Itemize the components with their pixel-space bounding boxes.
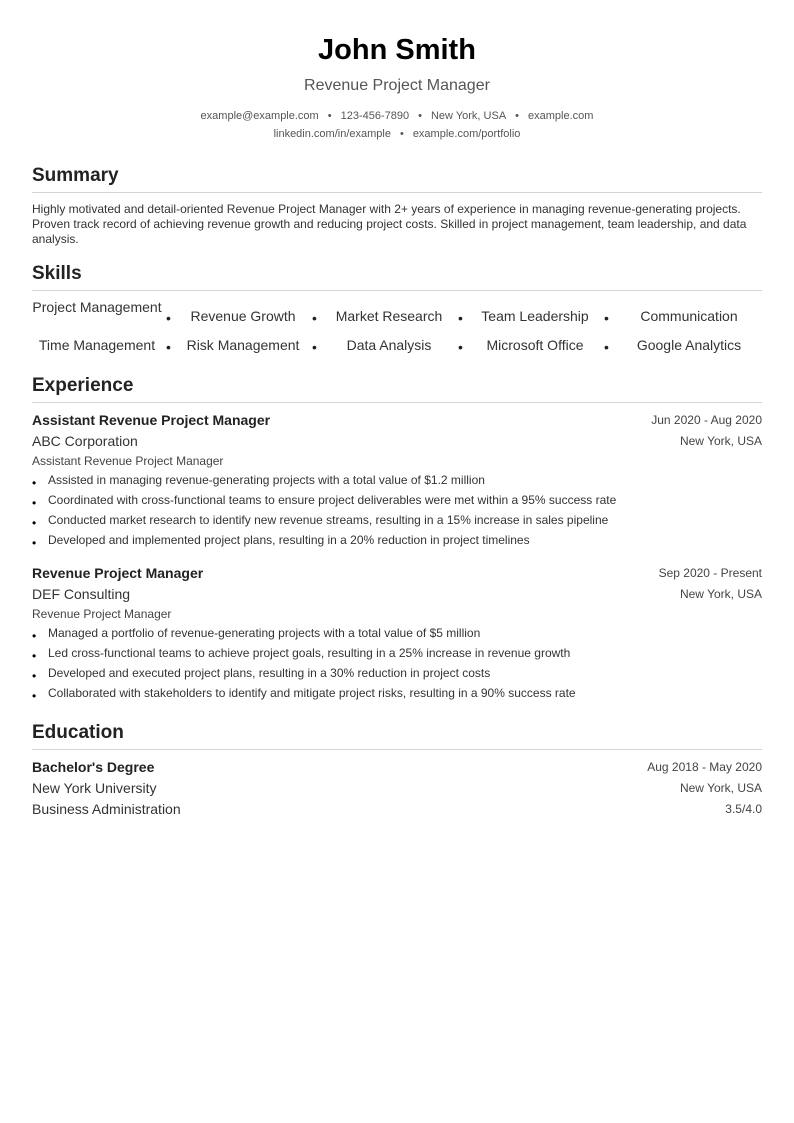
bullet-dot: •	[32, 536, 37, 550]
experience-heading: Experience	[32, 375, 134, 396]
skill-separator: •	[604, 310, 609, 326]
summary-heading: Summary	[32, 165, 119, 186]
skill-item: Risk Management	[186, 337, 300, 353]
contact-line-2	[0, 127, 794, 141]
education-dates: Aug 2018 - May 2020	[647, 760, 762, 774]
skill-item: Project Management	[32, 299, 162, 315]
section-divider	[32, 402, 762, 403]
bullet-dot: •	[32, 689, 37, 703]
bullet-dot: •	[32, 496, 37, 510]
section-divider	[32, 290, 762, 291]
resume-page: John Smith Revenue Project Manager example@example.com • 123-456-7890 • New York, USA • example.com linkedin.com/in/example • example.com/portfolio Summary Highly motivated and detail-oriented Revenue Project Manager with 2+ years of experience in managing revenue-generating projects. Proven track record of achieving revenue growth and reducing project costs. Skilled in project management, team leadership, and data analysis. Skills Project Management • Revenue Growth • Market Research • Team Leadership • Communication Time Management • Risk Management • Data Analysis • Microsoft Office • Google Analytics Experience Assistant Revenue Project Manager Jun 2020 - Aug 2020 ABC Corporation New York, USA Assistant Revenue Project Manager • Assisted in managing revenue-generating projects with a total value of $1.2 million • Coordinated with cross-functional teams to ensure project deliverables were met within a 95% success rate • Conducted market research to identify new revenue streams, resulting in a 15% increase in sales pipeline • Developed and implemented project plans, resulting in a 20% reduction in project timelines Revenue Project Manager Sep 2020 - Present DEF Consulting New York, USA Revenue Project Manager • Managed a portfolio of revenue-generating projects with a total value of $5 million • Led cross-functional teams to achieve project goals, resulting in a 25% increase in revenue growth • Developed and executed project plans, resulting in a 30% reduction in project costs • Collaborated with stakeholders to identify and mitigate project risks, resulting in a 90% success rate Education Bachelor's Degree Aug 2018 - May 2020 New York University New York, USA Business Administration 3.5/4.0	[0, 0, 794, 1123]
job-title: Revenue Project Manager	[32, 565, 204, 581]
bullet-dot: •	[32, 476, 37, 490]
skill-separator: •	[458, 339, 463, 355]
section-divider	[32, 192, 762, 193]
separator: •	[327, 110, 332, 122]
bullet-dot: •	[32, 629, 37, 643]
bullet-dot: •	[32, 516, 37, 530]
contact-line-1	[0, 109, 794, 123]
job-location: New York, USA	[679, 587, 762, 601]
summary-text: Highly motivated and detail-oriented Revenue Project Manager with 2+ years of experience in managing revenue-generating projects. Proven track record of achieving revenue growth and reducing project costs. Skilled in project management, team leadership, and data analysis.	[32, 202, 747, 246]
candidate-name: John Smith	[318, 34, 476, 66]
skill-item: Data Analysis	[346, 337, 432, 353]
bullet-dot: •	[32, 649, 37, 663]
skill-item: Revenue Growth	[190, 308, 296, 324]
school-name: New York University	[32, 780, 157, 796]
candidate-role: Revenue Project Manager	[304, 77, 490, 94]
skill-item: Microsoft Office	[486, 337, 584, 353]
skill-separator: •	[312, 339, 317, 355]
skill-separator: •	[166, 339, 171, 355]
skill-item: Google Analytics	[636, 337, 742, 353]
bullet-dot: •	[32, 669, 37, 683]
skill-separator: •	[458, 310, 463, 326]
phone-text: 123-456-7890	[340, 110, 410, 122]
separator: •	[418, 110, 422, 122]
separator: •	[399, 128, 404, 140]
skill-separator: •	[166, 310, 171, 326]
skill-separator: •	[604, 339, 609, 355]
skill-item: Communication	[640, 308, 738, 324]
job-subrole: Revenue Project Manager	[32, 607, 172, 621]
skill-item: Team Leadership	[481, 308, 589, 324]
gpa-text: 3.5/4.0	[725, 802, 762, 816]
website-link[interactable]: example.com	[528, 110, 594, 122]
job-dates: Sep 2020 - Present	[658, 566, 762, 580]
job-subrole: Assistant Revenue Project Manager	[32, 454, 224, 468]
education-heading: Education	[32, 722, 124, 743]
job-title: Assistant Revenue Project Manager	[32, 412, 271, 428]
field-of-study: Business Administration	[32, 801, 181, 817]
school-location: New York, USA	[679, 781, 762, 795]
portfolio-link[interactable]: example.com/portfolio	[412, 128, 521, 140]
degree-title: Bachelor's Degree	[32, 759, 155, 775]
skill-separator: •	[312, 310, 317, 326]
company-name: ABC Corporation	[32, 433, 138, 449]
job-location: New York, USA	[679, 434, 762, 448]
skill-item: Market Research	[335, 308, 443, 324]
skill-item: Time Management	[38, 337, 156, 353]
skills-heading: Skills	[32, 263, 82, 284]
linkedin-link[interactable]: linkedin.com/in/example	[273, 128, 391, 140]
section-divider	[32, 749, 762, 750]
email-link[interactable]: example@example.com	[200, 110, 319, 122]
separator: •	[515, 110, 520, 122]
job-dates: Jun 2020 - Aug 2020	[651, 413, 762, 427]
company-name: DEF Consulting	[32, 586, 131, 602]
location-text: New York, USA	[430, 110, 507, 122]
